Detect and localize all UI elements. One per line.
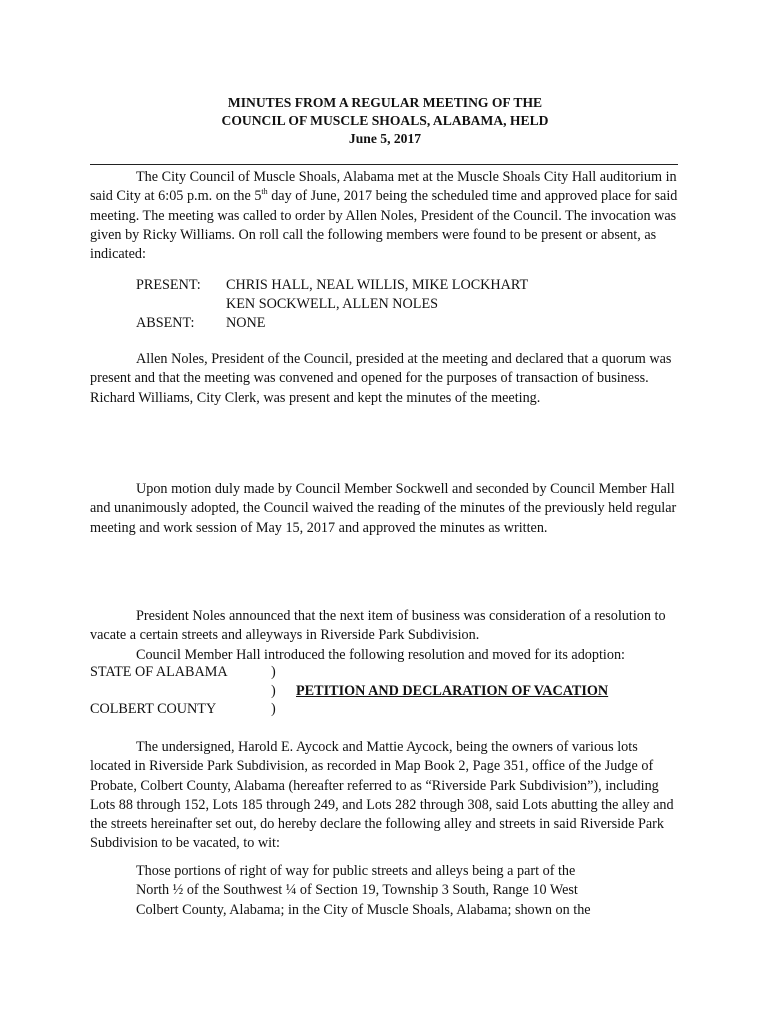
- intro-text-2: day of June, 2017 being the scheduled time and approved place for said meeting. The meeting was called to order by Allen Noles, President of the Council. The invocation was given by Ricky Williams. On roll call the following members were found to be present or absent, as indicated:: [90, 188, 678, 263]
- quorum-text: Allen Noles, President of the Council, presided at the meeting and declared that a quorum was present and that the meeting was convened and opened for the purposes of transaction of business. Richard Williams, City Clerk, was present and kept the minutes of the meeting.: [90, 351, 672, 406]
- quorum-paragraph: [90, 350, 682, 408]
- caption-county: COLBERT COUNTY: [90, 701, 217, 717]
- petition-title: PETITION AND DECLARATION OF VACATION: [296, 683, 609, 699]
- minutes-approval-paragraph: [90, 480, 682, 538]
- intro-superscript: th: [261, 187, 268, 197]
- resolution-motion-text: Council Member Hall introduced the following resolution and moved for its adoption:: [136, 646, 625, 663]
- petition-text: The undersigned, Harold E. Aycock and Mattie Aycock, being the owners of various lots located in Riverside Park Subdivision, as recorded in Map Book 2, Page 351, office of the Judge of Probate, Colbert County, Alabama (hereafter referred to as “Riverside Park Subdivision”), including Lots 88 through 152, Lots 185 through 249, and Lots 282 through 308, said Lots abutting the alley and the streets hereinafter set out, do hereby declare the following alley and streets in said Riverside Park Subdivision to be vacated, to wit:: [90, 739, 674, 852]
- resolution-intro-paragraph: [90, 607, 682, 665]
- caption-paren-3: ): [271, 701, 276, 717]
- header-divider: [90, 164, 678, 165]
- description-line-3: Colbert County, Alabama; in the City of Muscle Shoals, Alabama; shown on the: [136, 901, 591, 918]
- title-line-1: MINUTES FROM A REGULAR MEETING OF THE: [227, 95, 543, 110]
- meeting-date: June 5, 2017: [348, 131, 422, 146]
- caption-paren-2: ): [271, 683, 276, 699]
- intro-paragraph: [90, 168, 682, 264]
- caption-paren-1: ): [271, 664, 276, 680]
- resolution-intro-text: President Noles announced that the next item of business was consideration of a resolution to vacate a certain streets and alleyways in Riverside Park Subdivision.: [90, 608, 666, 644]
- present-members-line-2: KEN SOCKWELL, ALLEN NOLES: [226, 296, 439, 312]
- intro-text-1: The City Council of Muscle Shoals, Alabama met at the Muscle Shoals City Hall auditorium in said City at 6:05 p.m. on the 5: [90, 169, 677, 205]
- caption-state: STATE OF ALABAMA: [90, 664, 228, 680]
- absent-members: NONE: [226, 315, 266, 331]
- minutes-approval-text: Upon motion duly made by Council Member Sockwell and seconded by Council Member Hall and unanimously adopted, the Council waived the reading of the minutes of the previously held regular meeting and work session of May 15, 2017 and approved the minutes as written.: [90, 481, 677, 536]
- present-label: PRESENT:: [136, 277, 201, 293]
- description-line-2: North ½ of the Southwest ¼ of Section 19, Township 3 South, Range 10 West: [136, 882, 578, 899]
- petition-paragraph: [90, 738, 682, 854]
- present-members-line-1: CHRIS HALL, NEAL WILLIS, MIKE LOCKHART: [226, 277, 529, 293]
- property-description: [136, 862, 656, 920]
- title-line-2: COUNCIL OF MUSCLE SHOALS, ALABAMA, HELD: [221, 113, 549, 128]
- absent-label: ABSENT:: [136, 315, 195, 331]
- description-line-1: Those portions of right of way for public streets and alleys being a part of the: [136, 863, 576, 879]
